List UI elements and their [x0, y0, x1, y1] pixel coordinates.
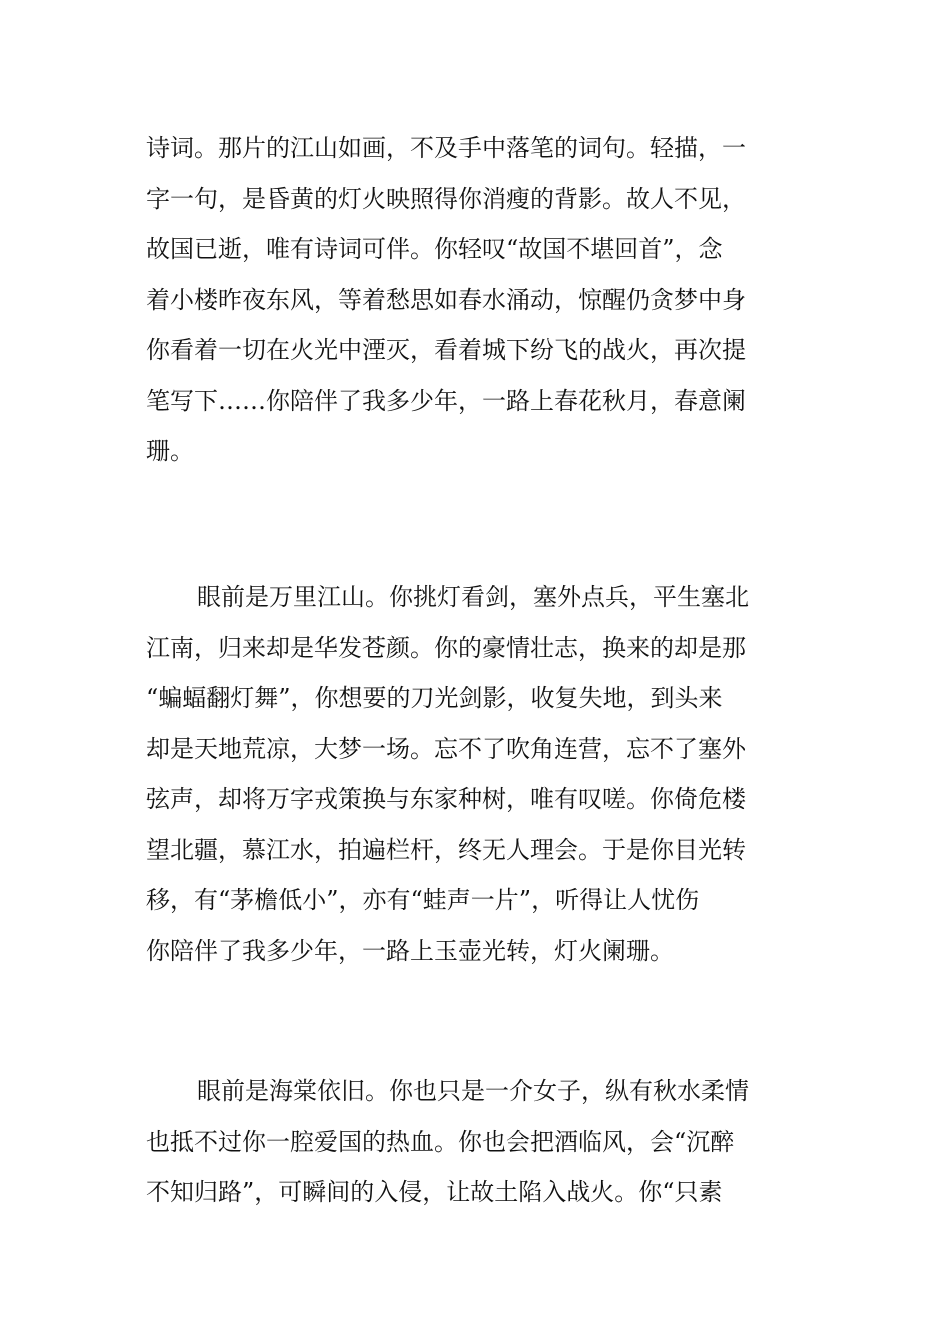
text-line: 弦声，却将万字戎策换与东家种树，唯有叹嗟。你倚危楼: [146, 785, 746, 813]
text-line: 眼前是海棠依旧。你也只是一介女子，纵有秋水柔情: [197, 1077, 749, 1105]
text-line: 笔写下……你陪伴了我多少年，一路上春花秋月，春意阑: [146, 386, 746, 415]
text-line: 移，有“茅檐低小”，亦有“蛙声一片”，听得让人忧伤: [146, 886, 700, 914]
paragraph-3: [146, 1066, 808, 1218]
text-line: 着小楼昨夜东风，等着愁思如春水涌动，惊醒仍贪梦中身: [146, 285, 746, 314]
text-line: “蝙蝠翻灯舞”，你想要的刀光剑影，收复失地，到头来: [146, 684, 723, 712]
text-line: 字一句，是昏黄的灯火映照得你消瘦的背影。故人不见，: [146, 184, 746, 213]
paragraph-1: [146, 123, 808, 477]
text-line: 故国已逝，唯有诗词可伴。你轻叹“故国不堪回首”，念: [146, 235, 723, 263]
text-line: 也抵不过你一腔爱国的热血。你也会把酒临风，会“沉醉: [146, 1127, 735, 1156]
text-line: 诗词。那片的江山如画，不及手中落笔的词句。轻描，一: [146, 134, 746, 162]
paragraph-2: [146, 572, 808, 976]
text-line: 眼前是万里江山。你挑灯看剑，塞外点兵，平生塞北: [197, 583, 749, 611]
text-line: 珊。: [146, 437, 194, 465]
text-line: 不知归路”，可瞬间的入侵，让故土陷入战火。你“只素: [146, 1178, 723, 1206]
text-line: 你看着一切在火光中湮灭，看着城下纷飞的战火，再次提: [146, 336, 746, 364]
text-line: 你陪伴了我多少年，一路上玉壶光转，灯火阑珊。: [146, 936, 674, 965]
text-line: 却是天地荒凉，大梦一场。忘不了吹角连营，忘不了塞外: [146, 734, 746, 763]
text-line: 望北疆，慕江水，拍遍栏杆，终无人理会。于是你目光转: [146, 835, 746, 864]
text-line: 江南，归来却是华发苍颜。你的豪情壮志，换来的却是那: [146, 633, 746, 662]
